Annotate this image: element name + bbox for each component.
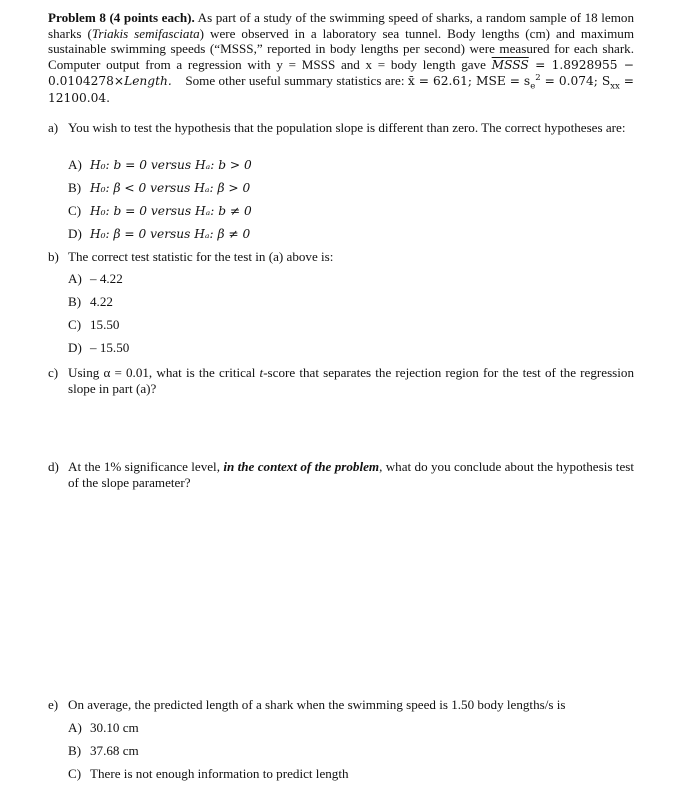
- question-a-text: You wish to test the hypothesis that the population slope is different than zero. The correct hypotheses are:: [68, 120, 626, 135]
- option-b-C: C) 15.50: [68, 317, 120, 332]
- option-e-C: C) There is not enough information to predict length: [68, 766, 349, 781]
- question-b-label: b): [48, 249, 59, 264]
- intro-part-3: Some other useful summary statistics are:: [185, 73, 405, 89]
- option-a-B: B) H₀: β < 0 versus Hₐ: β > 0: [68, 180, 251, 195]
- problem-heading: Problem 8 (4 points each).: [48, 10, 195, 25]
- option-a-A: A) H₀: b = 0 versus Hₐ: b > 0: [68, 157, 252, 172]
- species-name: Triakis semifasciata: [91, 25, 200, 41]
- equation-rhs: = 1.8928955 − 0.0104278×: [48, 57, 635, 89]
- question-e-text: On average, the predicted length of a shark when the swimming speed is 1.50 body lengths/s is: [68, 697, 566, 712]
- option-b-A: A) – 4.22: [68, 271, 123, 286]
- question-a-label: a): [48, 120, 59, 135]
- problem-page: [48, 10, 634, 107]
- question-d-text: At the 1% significance level, in the context of the problem, what do you conclude about the hypothesis test of the slope parameter?: [68, 459, 634, 490]
- option-e-A: A) 30.10 cm: [68, 720, 139, 735]
- question-e-label: e): [48, 697, 59, 712]
- question-c-text: Using α = 0.01, what is the critical t-score that separates the rejection region for the test of the regression slope in part (a)?: [68, 365, 634, 396]
- option-b-B: B) 4.22: [68, 294, 113, 309]
- problem-intro: [48, 10, 634, 107]
- intro-part-2: ) were observed in a laboratory sea tunnel. Body lengths (cm) and maximum sustainable swimming speeds (“MSSS,” reported in body lengths per second) were measured for each shark. Computer output from a regression with y = MSSS and x = body length gave: [48, 25, 635, 72]
- equation-var: Length.: [124, 74, 172, 89]
- option-e-B: B) 37.68 cm: [68, 743, 139, 758]
- option-a-D: D) H₀: β = 0 versus Hₐ: β ≠ 0: [68, 226, 251, 241]
- intro-part-1: As part of a study of the swimming speed of sharks, a random sample of 18 lemon sharks (: [48, 10, 634, 41]
- equation-lhs: MSSS: [491, 57, 529, 72]
- question-d-label: d): [48, 459, 59, 474]
- stats-text: x̄ = 62.61; MSE = $s_e^2 = 0.074$; $S_{xx} = 12100.04$.: [48, 73, 635, 105]
- question-b-text: The correct test statistic for the test in (a) above is:: [68, 249, 334, 264]
- option-a-C: C) H₀: b = 0 versus Hₐ: b ≠ 0: [68, 203, 252, 218]
- question-c-label: c): [48, 365, 59, 380]
- option-b-D: D) – 15.50: [68, 340, 130, 355]
